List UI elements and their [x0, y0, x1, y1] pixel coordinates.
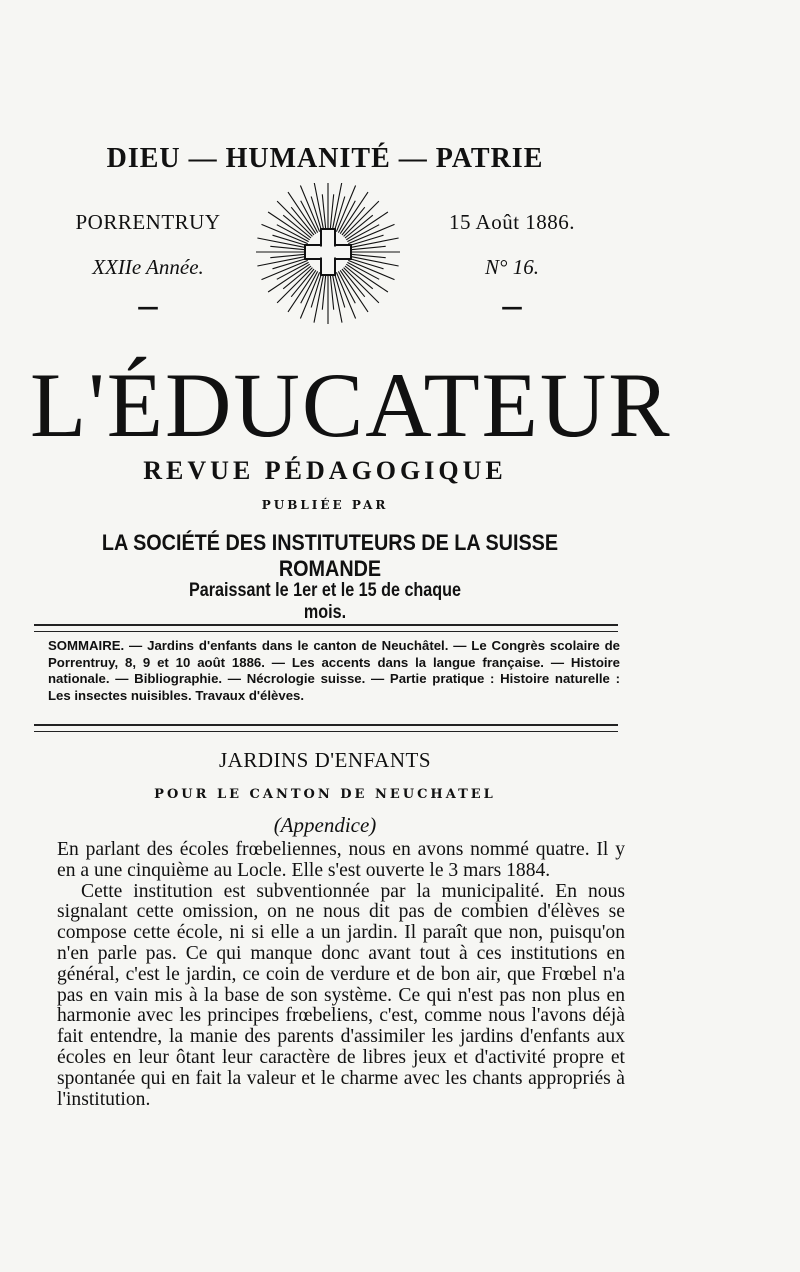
summary-bottom-rule — [34, 724, 618, 732]
journal-subtitle: REVUE PÉDAGOGIQUE — [143, 456, 507, 485]
article-body — [57, 840, 625, 1110]
paragraph: Cette institution est subventionnée par la municipalité. En nous signalant cette omission, on ne nous dit pas de combien d'élèves se compose cette école, ni si elle a un jardin. Il paraît que non, puisqu'on n'en parle pas. Ce qui manque donc avant tout à ces institutions en général, c'est le jardin, ce coin de verdure et de bon air, que Frœbel n'a pas en vain mis à la base de son système. Ce qui n'est pas non plus en harmonie avec les principes frœbeliens, c'est, comme nous l'avons déjà fait entendre, la manie des parents d'assimiler les jardins d'enfants aux écoles en leur ôtant leur caractère de libres jeux et d'activité propre et spontanée qui en fait la valeur et le charme avec les chants appropriés à l'institution. — [57, 880, 625, 1110]
journal-title: L'ÉDUCATEUR — [30, 354, 672, 456]
swiss-cross-sunburst-icon — [248, 183, 408, 343]
place: PORRENTRUY — [75, 210, 221, 234]
year: XXIIe Année. — [92, 255, 204, 279]
periodicity: Paraissant le 1er et le 15 de chaque mois. — [188, 580, 461, 623]
article-title: JARDINS D'ENFANTS — [219, 748, 431, 772]
paragraph: En parlant des écoles frœbeliennes, nous en avons nommé quatre. Il y en a une cinquième au Locle. Elle s'est ouverte le 3 mars 1884. — [57, 839, 625, 881]
article-appendix: (Appendice) — [273, 813, 377, 837]
motto: DIEU — HUMANITÉ — PATRIE — [106, 143, 544, 174]
right-dash: — — [501, 294, 523, 320]
issue-number: N° 16. — [485, 255, 539, 279]
issue-date: 15 Août 1886. — [448, 210, 576, 234]
issue-left-block — [68, 210, 228, 320]
published-by: PUBLIÉE PAR — [261, 498, 389, 512]
sunburst-ray — [277, 268, 312, 303]
summary-top-rule — [34, 624, 618, 632]
society-name: LA SOCIÉTÉ DES INSTITUTEURS DE LA SUISSE ROMANDE — [101, 530, 559, 581]
article-subtitle: POUR LE CANTON DE NEUCHATEL — [154, 787, 496, 802]
sunburst-ray — [344, 201, 379, 236]
sunburst-ray — [277, 201, 312, 236]
summary: SOMMAIRE. — Jardins d'enfants dans le canton de Neuchâtel. — Le Congrès scolaire de Porrentruy, 8, 9 et 10 août 1886. — Les accents dans la langue française. — Histoire nationale. — Bibliographie. — Nécrologie suisse. — Partie pratique : Histoire naturelle : Les insectes nuisibles. Travaux d'élèves. — [48, 638, 620, 703]
issue-right-block — [432, 210, 592, 320]
sunburst-ray — [344, 268, 379, 303]
left-dash: — — [137, 294, 159, 320]
